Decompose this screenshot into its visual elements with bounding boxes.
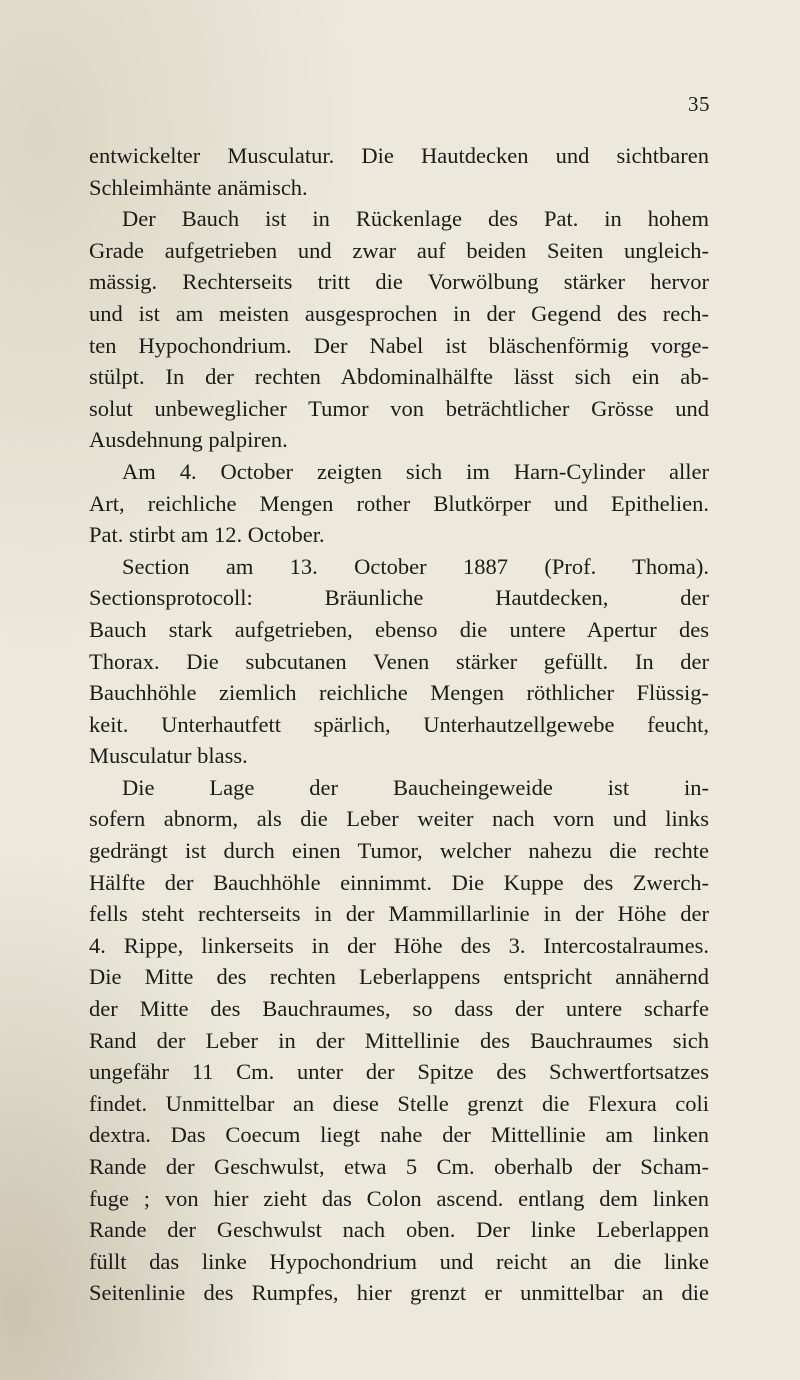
text-line: Bauch stark aufgetrieben, ebenso die untere Apertur des xyxy=(89,616,709,642)
text-line: Rande der Geschwulst nach oben. Der linke Leberlappen xyxy=(89,1217,709,1243)
text-line: mässig. Rechterseits tritt die Vorwölbung stärker hervor xyxy=(89,269,709,295)
text-line: Der Bauch ist in Rückenlage des Pat. in hohem xyxy=(122,206,709,232)
text-line: Grade aufgetrieben und zwar auf beiden Seiten ungleich- xyxy=(89,237,709,263)
text-line: dextra. Das Coecum liegt nahe der Mittellinie am linken xyxy=(89,1122,709,1148)
text-line: der Mitte des Bauchraumes, so dass der untere scharfe xyxy=(89,996,709,1022)
text-line: Pat. stirbt am 12. October. xyxy=(89,522,325,548)
text-line: entwickelter Musculatur. Die Hautdecken und sichtbaren xyxy=(89,143,709,168)
text-line: ten Hypochondrium. Der Nabel ist bläschenförmig vorge- xyxy=(89,332,709,358)
text-line: Rande der Geschwulst, etwa 5 Cm. oberhalb der Scham- xyxy=(89,1154,709,1179)
text-line: keit. Unterhautfett spärlich, Unterhautzellgewebe feucht, xyxy=(89,711,709,737)
text-line: 4. Rippe, linkerseits in der Höhe des 3. Intercostalraumes. xyxy=(89,932,709,958)
text-line: findet. Unmittelbar an diese Stelle grenzt die Flexura coli xyxy=(89,1090,709,1116)
text-line: Hälfte der Bauchhöhle einnimmt. Die Kuppe des Zwerch- xyxy=(89,869,709,895)
text-line: Bauchhöhle ziemlich reichliche Mengen röthlicher Flüssig- xyxy=(89,680,709,706)
text-line: füllt das linke Hypochondrium und reicht an die linke xyxy=(89,1248,709,1274)
text-line: Art, reichliche Mengen rother Blutkörper und Epithelien. xyxy=(89,490,709,516)
text-line: Musculatur blass. xyxy=(89,743,248,769)
text-line: Section am 13. October 1887 (Prof. Thoma). xyxy=(122,553,709,579)
text-line: Die Lage der Baucheingeweide ist in- xyxy=(122,774,709,800)
text-line: gedrängt ist durch einen Tumor, welcher nahezu die rechte xyxy=(89,838,709,864)
text-line: Thorax. Die subcutanen Venen stärker gefüllt. In der xyxy=(89,648,709,674)
text-line: stülpt. In der rechten Abdominalhälfte lässt sich ein ab- xyxy=(89,364,709,390)
text-line: und ist am meisten ausgesprochen in der Gegend des rech- xyxy=(89,300,709,326)
text-line: ungefähr 11 Cm. unter der Spitze des Schwertfortsatzes xyxy=(89,1059,709,1085)
text-line: sofern abnorm, als die Leber weiter nach vorn und links xyxy=(89,806,709,832)
text-line: Ausdehnung palpiren. xyxy=(89,427,288,453)
text-line: Seitenlinie des Rumpfes, hier grenzt er unmittelbar an die xyxy=(89,1280,709,1306)
text-line: Schleimhänte anämisch. xyxy=(89,174,308,200)
text-line: fuge ; von hier zieht das Colon ascend. entlang dem linken xyxy=(89,1185,709,1211)
text-line: Sectionsprotocoll: Bräunliche Hautdecken, der xyxy=(89,585,709,611)
page-number: 35 xyxy=(688,92,710,116)
text-line: Die Mitte des rechten Leberlappens entspricht annähernd xyxy=(89,964,709,990)
text-line: fells steht rechterseits in der Mammillarlinie in der Höhe der xyxy=(89,901,709,927)
text-line: Rand der Leber in der Mittellinie des Bauchraumes sich xyxy=(89,1027,709,1053)
text-line: Am 4. October zeigten sich im Harn-Cylinder aller xyxy=(122,458,709,484)
text-line: solut unbeweglicher Tumor von beträchtlicher Grösse und xyxy=(89,395,709,421)
body-text xyxy=(89,140,709,1309)
